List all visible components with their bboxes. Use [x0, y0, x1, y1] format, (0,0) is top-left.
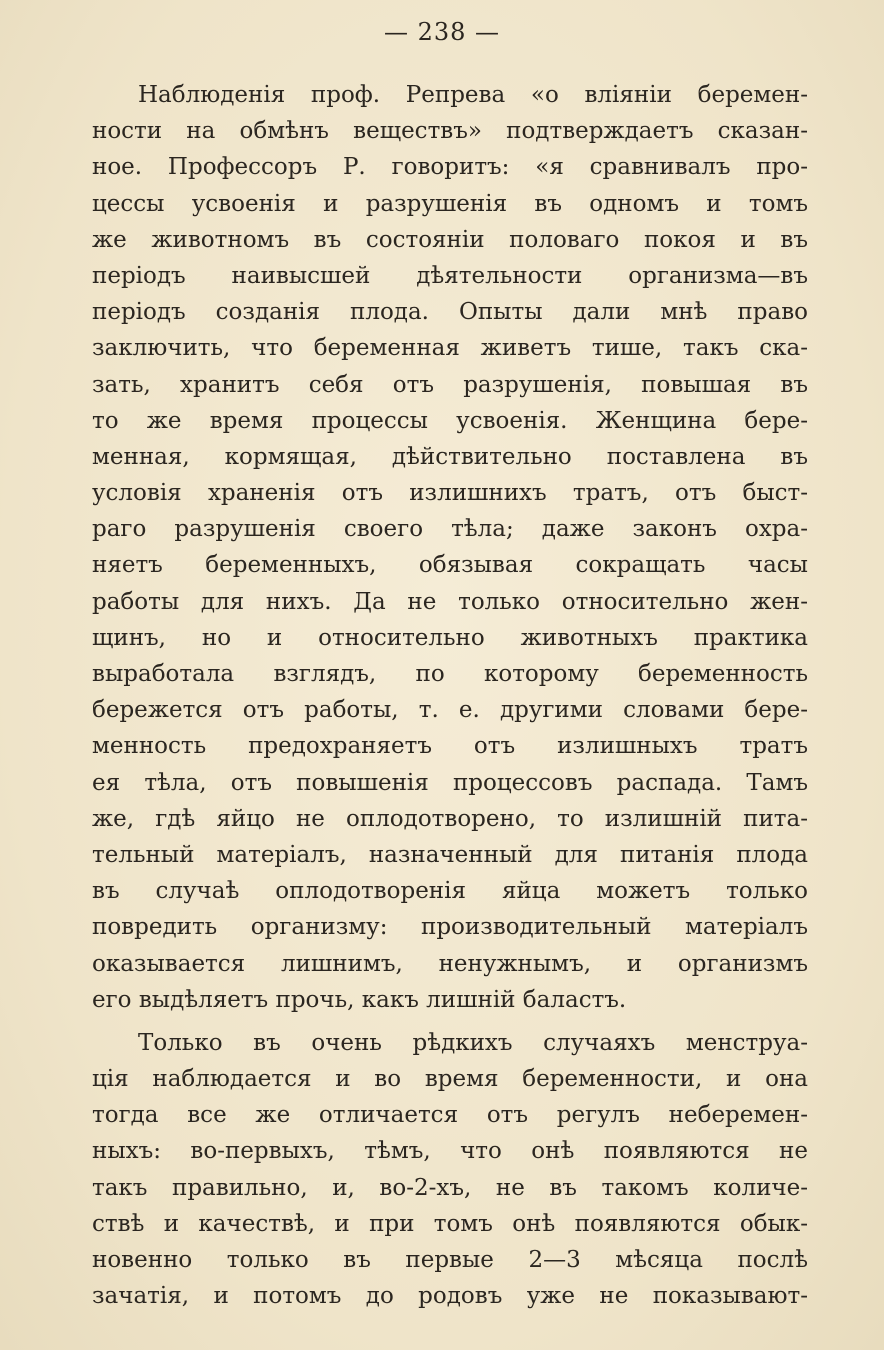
text-line: то же время процессы усвоенія. Женщина бере- — [92, 407, 808, 434]
text-line: его выдѣляетъ прочь, какъ лишній баластъ. — [92, 986, 627, 1013]
text-line: Только въ очень рѣдкихъ случаяхъ менструа- — [138, 1029, 808, 1056]
text-line: зачатія, и потомъ до родовъ уже не показывают- — [92, 1283, 808, 1310]
paragraph-2 — [92, 1025, 808, 1315]
text-line: оказывается лишнимъ, ненужнымъ, и организмъ — [92, 950, 808, 977]
text-line: работы для нихъ. Да не только относительно жен- — [92, 588, 808, 615]
text-line: выработала взглядъ, по которому беременность — [92, 661, 808, 687]
text-line: ности на обмѣнъ веществъ» подтверждаетъ сказан- — [92, 118, 808, 145]
text-line: же, гдѣ яйцо не оплодотворено, то излишній пита- — [92, 805, 808, 832]
text-line: повредить организму: производительный матеріалъ — [92, 914, 808, 941]
text-line: новенно только въ первые 2—3 мѣсяца послѣ — [92, 1247, 808, 1273]
text-line: тельный матеріалъ, назначенный для питанія плода — [92, 841, 808, 868]
text-line: тогда все же отличается отъ регулъ неберемен- — [92, 1102, 808, 1129]
text-line: заключить, что беременная живетъ тише, такъ ска- — [92, 335, 808, 362]
body-text — [92, 77, 808, 1314]
text-line: няетъ беременныхъ, обязывая сокращать часы — [92, 552, 808, 579]
text-line: ныхъ: во-первыхъ, тѣмъ, что онѣ появляются не — [92, 1138, 808, 1165]
text-line: такъ правильно, и, во-2-хъ, не въ такомъ количе- — [92, 1174, 808, 1201]
text-line: зать, хранитъ себя отъ разрушенія, повышая въ — [92, 371, 808, 398]
text-line: ствѣ и качествѣ, и при томъ онѣ появляются обык- — [92, 1210, 808, 1237]
text-line: въ случаѣ оплодотворенія яйца можетъ только — [92, 878, 808, 905]
text-line: періодъ созданія плода. Опыты дали мнѣ право — [92, 299, 808, 326]
text-line: ное. Профессоръ Р. говоритъ: «я сравнивалъ про- — [92, 154, 808, 181]
text-line: бережется отъ работы, т. е. другими словами бере- — [92, 697, 808, 724]
text-line: Наблюденія проф. Репрева «о вліяніи беремен- — [138, 82, 808, 108]
paragraph-gap — [92, 1018, 808, 1025]
text-line: ея тѣла, отъ повышенія процессовъ распада. Тамъ — [92, 769, 808, 796]
paragraph-1 — [92, 77, 808, 1018]
text-line: менная, кормящая, дѣйствительно поставлена въ — [92, 443, 808, 470]
page-number: — 238 — — [383, 18, 501, 46]
text-line: менность предохраняетъ отъ излишныхъ тратъ — [92, 733, 808, 760]
text-line: же животномъ въ состояніи половаго покоя и въ — [92, 226, 808, 253]
text-line: условія храненія отъ излишнихъ тратъ, отъ быст- — [92, 480, 808, 507]
text-line: ція наблюдается и во время беременности, и она — [92, 1066, 808, 1093]
text-line: періодъ наивысшей дѣятельности организма—въ — [92, 262, 808, 289]
text-line: цессы усвоенія и разрушенія въ одномъ и томъ — [92, 190, 808, 217]
text-line: щинъ, но и относительно животныхъ практика — [92, 624, 808, 651]
text-line: раго разрушенія своего тѣла; даже законъ охра- — [92, 516, 808, 543]
